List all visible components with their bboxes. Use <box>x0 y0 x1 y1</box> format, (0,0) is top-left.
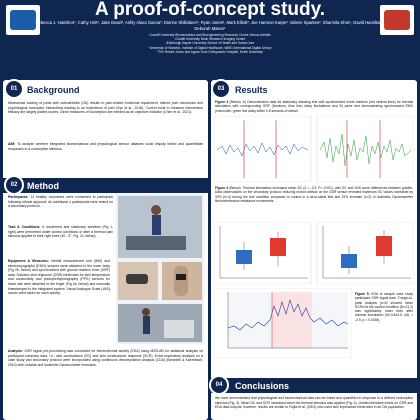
test-box <box>270 238 286 256</box>
affiliation: ³Edinburgh Napier University School of Health and Social Care <box>165 41 255 46</box>
method-header <box>3 178 208 193</box>
poster-title: A proof-of-concept study. <box>94 0 326 20</box>
figure3-body: (Below): A) Demonstration data for stationary standing test with synchronised event markers (red vertical lines) for thermal stimulation with corresponding GRF (Newtons, blue line) data) fluctuations and B) same test demonstrating synchronised EMG (microvolts, green line data) within 0.5 seconds of stimuli. <box>215 100 414 113</box>
figure5-body: EDA of sample case study participant GSR signal data. Trough-to-peak analysis (n=6) showed mean SCRs for the control condition (M=21.2) was significantly lower than after thermal stimulation (M=3.8±3.5, t(6) = -2.9, p = 0.0158). <box>355 292 414 322</box>
figure4-boxplots <box>214 222 414 284</box>
figure5-label: Figure 5: <box>355 292 370 296</box>
section-number: 03 <box>211 79 231 99</box>
tasks-body: 5 movement and stationary activities (Fig 1, right) were performed under control conditions or after a thermal pain stimulus applied to their right knee (40 - 0°, Fig. 2c, below). <box>8 225 113 239</box>
conclusions-header <box>211 378 417 393</box>
analysis-text <box>8 349 203 367</box>
figure4-caption <box>215 186 413 203</box>
affiliation-list <box>50 33 370 54</box>
tasks-text <box>8 225 113 239</box>
affiliation: ¹Cardiff University Biomechanics and Bioengineering Research Centre Versus Arthritis <box>149 33 271 37</box>
participants-body: 14 healthy volunteers were consented to participate following ethical approval. An additional 4 participants were tested on a secondary protocol. <box>8 195 113 209</box>
figure3-traces <box>214 116 414 182</box>
analysis-body: GSR signal pre-processing was conducted for electrodermal activity (EDA) using MATLAB for statistical analysis on participant summary data, i.e., skin conductance (SC) and skin conductance response (SCR). Extra exploratory analysis on a case study and secondary protocol were incorporated using continuous decomposition analysis (CDA) (Benedek & Kaernbach, 2010) with Ledalab and Isokinetic Dynamometer exercises. <box>8 349 203 367</box>
background-text: Mechanical loading of joints with osteoarthritis (OA) results in pain-related functional impairment, altered joint mechanics and physiological nociceptor interactions leading to an experience of pain (Syx et al., 2018). Current tools to measure intervention efficacy are largely patient scores. Direct measures of nociception are needed as an objective indicator (Chen et al., 2021). <box>8 101 203 115</box>
section-title: Background <box>27 84 80 95</box>
affiliation: ⁵The Robert Jones and Agnes Hunt Orthopaedic Hospital, Keele University <box>157 49 263 54</box>
aim-label: AIM: <box>8 142 16 146</box>
section-title: Results <box>235 84 268 95</box>
author-list: Rebecca J. Hamilton¹, Cathy Holt², Jake Bowd², Ashly Alaxa Garcia³, Dionne Shillabeer³, Ryan Jones², Mark Elliott³, Joe Harmon Karpe³, Valerie Sparkes², Sharmila Khot⁴, David Hamilton⁵, Deborah Mason¹ <box>35 20 385 31</box>
figure3-label: Figure 3 <box>215 100 229 104</box>
aim-text <box>8 142 203 151</box>
poster-header <box>0 0 420 80</box>
results-header <box>211 82 417 97</box>
method-photos <box>116 194 204 344</box>
figure5-eda-plot <box>214 288 352 358</box>
section-number: 01 <box>4 79 24 99</box>
equipment-body: Inertial measurement unit (IMU) and electromyography (EMG) sensors were attached to the lower body (Fig 2b, below) and synchronised with ground reaction force (GRF) data. Galvanic skin response (GSR) electrodes for skin temperature and conductivity and photoplethysmography (PPG) sensors for heart rate were attached to the finger (Fig 2a, below) and manually timestamped to the integrated system. Visual Analogue Scale (VAS) scores were taken for each activity. <box>8 259 110 296</box>
section-title: Method <box>27 180 59 191</box>
analysis-label: Analysis: <box>8 349 24 353</box>
tasks-label: Task & Conditions: <box>8 225 41 229</box>
figure4-label: Figure 4 <box>215 186 229 190</box>
section-title: Conclusions <box>235 380 290 391</box>
participants-text <box>8 195 113 209</box>
figure3-caption <box>215 100 413 113</box>
equipment-label: Equipment & Measures: <box>8 259 49 263</box>
background-header <box>3 82 208 97</box>
participants-label: Participants: <box>8 195 29 199</box>
aim-body: To analyse whether integrated biomechanical and physiological sensor datasets could display linked and quantifiable responses to a nociceptive stimulus. <box>8 142 203 151</box>
control-box <box>341 254 357 268</box>
conclusions-text: We have demonstrated that physiological and biomechanical data can be linked and quantified in response to a defined nociceptive stimulus (Fig. 3). Mean SC and SCR increased when the thermal stimulus was applied (Fig. 4). Limited literature exists on GSR and EDA data outputs, however, results are similar to Fujita et al. (2001) who used skin impedance electrodes in an OA population. <box>215 396 413 410</box>
section-number: 04 <box>209 375 229 395</box>
affiliation: ²Cardiff University Brain Research Imaging Centre <box>174 37 246 42</box>
equipment-text <box>8 259 110 296</box>
test-box <box>376 236 392 256</box>
section-number: 02 <box>4 175 24 195</box>
figure5-caption <box>355 292 413 322</box>
control-box <box>236 250 252 264</box>
affiliation: ⁴University of Warwick, Institute of Digital Healthcare, WMG International Digital Library <box>148 45 272 50</box>
figure4-body: (Below): Thermal stimulation increased mean SC (Z = -3.3, P< 0.001), with SC and VAS score differences between grades. Data observations on the secondary protocol reducing motion artifact on the GSR sensor revealed maximum SC values increased by 32% (n=4) during the test condition compared to control in a sit-to-stand test and 19% increase (n=2) in Isokinetic Dynamometer flexion/extension resistance movements. <box>215 186 414 203</box>
